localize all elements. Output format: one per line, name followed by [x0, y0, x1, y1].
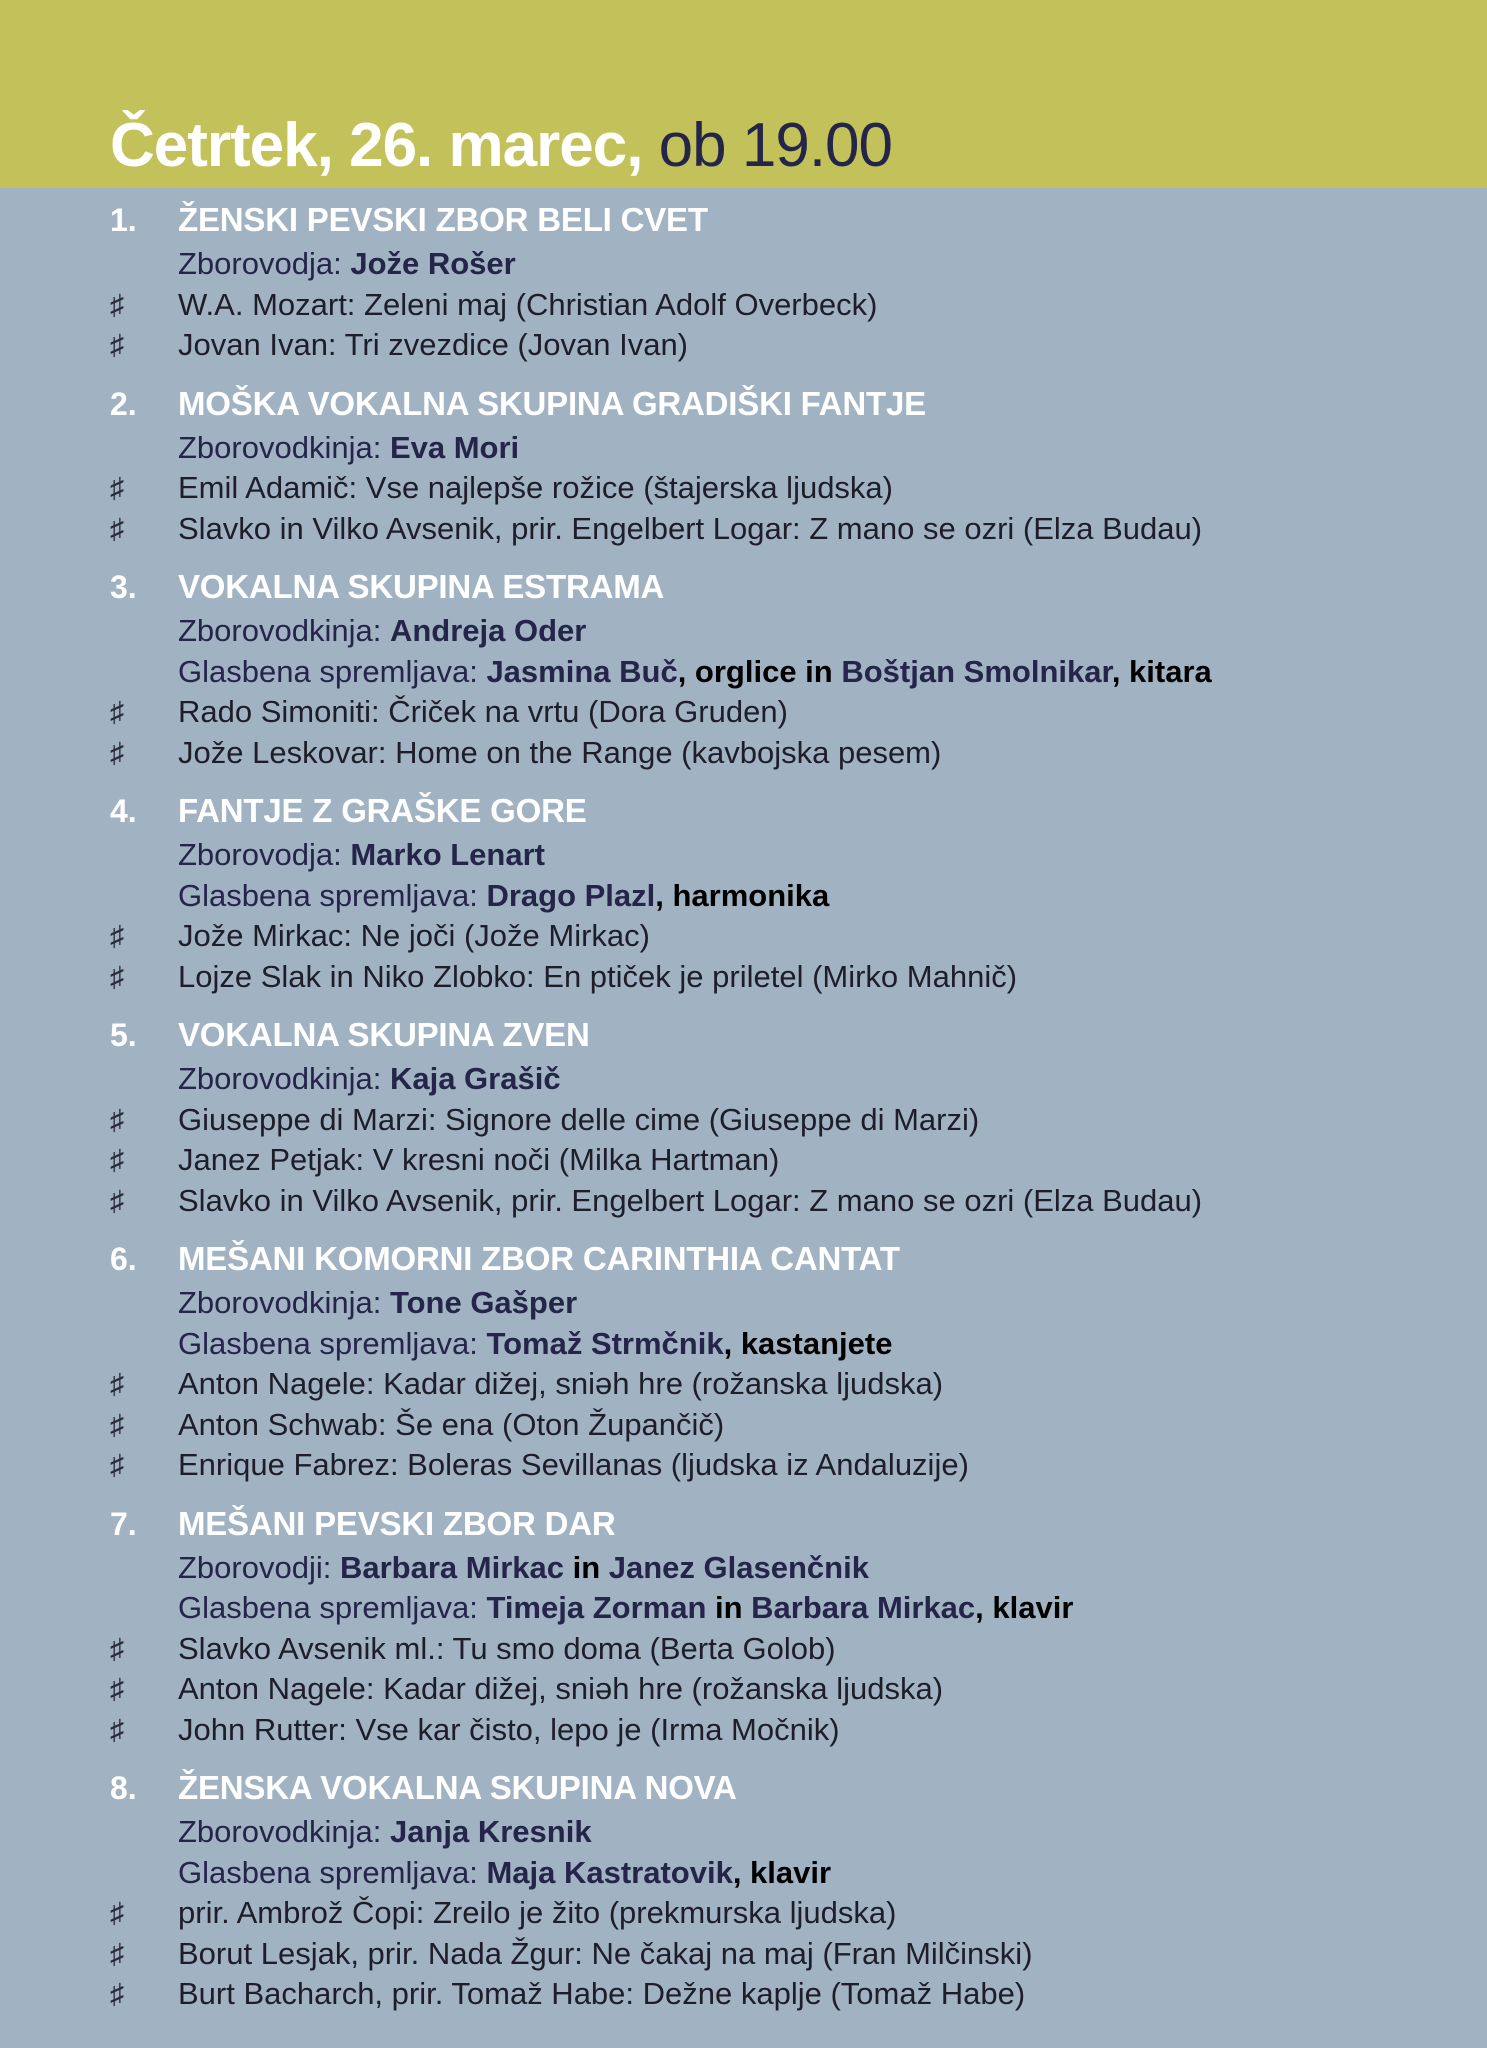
song-item: [0, 692, 1487, 733]
connector-text: , kitara: [1111, 653, 1212, 689]
person-name: Marko Lenart: [350, 837, 545, 872]
page-title: [110, 108, 892, 184]
song-title: Burt Bacharch, prir. Tomaž Habe: Dežne kaplje (Tomaž Habe): [178, 1976, 1026, 2011]
song-item: [0, 1445, 1487, 1486]
conductor-line: [0, 611, 1487, 652]
choir-name: VOKALNA SKUPINA ESTRAMA: [178, 568, 665, 605]
conductor-line: [0, 1548, 1487, 1589]
song-title: Anton Schwab: Še ena (Oton Župančič): [178, 1406, 725, 1442]
role-label: Zborovodkinja:: [178, 1061, 390, 1096]
sharp-icon: ♯: [110, 1449, 124, 1480]
connector-text: , orglice in: [677, 653, 842, 689]
role-label: Zborovodkinja:: [178, 1814, 390, 1849]
choir-name: ŽENSKA VOKALNA SKUPINA NOVA: [178, 1769, 737, 1806]
sharp-icon: ♯: [110, 1144, 124, 1175]
program-item-number: 8.: [110, 1770, 137, 1806]
role-label: Glasbena spremljava:: [178, 877, 487, 913]
choir-name: MEŠANI PEVSKI ZBOR DAR: [178, 1504, 616, 1542]
program-item-header: [0, 380, 1487, 428]
song-title: John Rutter: Vse kar čisto, lepo je (Irma Močnik): [178, 1711, 840, 1747]
sharp-icon: ♯: [110, 1978, 124, 2009]
accompaniment-line: [0, 652, 1487, 693]
choir-name: MEŠANI KOMORNI ZBOR CARINTHIA CANTAT: [178, 1240, 900, 1277]
sharp-icon: ♯: [110, 1368, 124, 1399]
role-label: Zborovodji:: [178, 1549, 340, 1585]
song-item: [0, 1405, 1487, 1446]
connector-text: , harmonika: [655, 877, 830, 913]
conductor-line: [0, 428, 1487, 469]
program-item-header: [0, 563, 1487, 611]
choir-name: MOŠKA VOKALNA SKUPINA GRADIŠKI FANTJE: [178, 384, 926, 422]
person-name: Eva Mori: [389, 429, 520, 465]
sharp-icon: ♯: [110, 920, 124, 951]
program-item-number: 6.: [110, 1241, 137, 1277]
sharp-icon: ♯: [110, 736, 124, 768]
connector-text: , klavir: [975, 1590, 1074, 1625]
program-item: [0, 1764, 1487, 2015]
song-title: Slavko Avsenik ml.: Tu smo doma (Berta Golob): [178, 1630, 836, 1666]
role-label: Zborovodja:: [178, 246, 351, 281]
sharp-icon: ♯: [110, 1184, 124, 1216]
accompaniment-line: [0, 1324, 1487, 1365]
program-item-number: 5.: [110, 1017, 137, 1053]
connector-text: in: [563, 1549, 609, 1585]
program-item: [0, 787, 1487, 997]
sharp-icon: ♯: [110, 512, 124, 544]
song-item: [0, 957, 1487, 998]
song-item: [0, 509, 1487, 550]
program-item-header: [0, 1235, 1487, 1283]
song-title: Borut Lesjak, prir. Nada Žgur: Ne čakaj na maj (Fran Milčinski): [178, 1935, 1033, 1971]
song-item: [0, 285, 1487, 326]
program-item-number: 7.: [110, 1505, 137, 1542]
title-date: Četrtek, 26. marec,: [110, 111, 643, 180]
song-item: [0, 733, 1487, 774]
person-name: Barbara Mirkac: [751, 1590, 976, 1625]
role-label: Zborovodja:: [178, 837, 351, 872]
program-item-number: 1.: [110, 202, 137, 238]
song-title: Anton Nagele: Kadar dižej, sniǝh hre (rožanska ljudska): [178, 1671, 944, 1706]
song-title: Slavko in Vilko Avsenik, prir. Engelbert Logar: Z mano se ozri (Elza Budau): [178, 510, 1203, 546]
sharp-icon: ♯: [110, 329, 124, 360]
song-title: Jože Mirkac: Ne joči (Jože Mirkac): [178, 918, 650, 953]
conductor-line: [0, 835, 1487, 876]
connector-text: , klavir: [732, 1854, 832, 1890]
role-label: Zborovodkinja:: [178, 1285, 390, 1320]
accompaniment-line: [0, 876, 1487, 917]
song-item: [0, 916, 1487, 957]
accompaniment-line: [0, 1588, 1487, 1629]
song-item: [0, 1140, 1487, 1181]
program-item: [0, 380, 1487, 550]
song-title: Rado Simoniti: Čriček na vrtu (Dora Gruden): [178, 694, 788, 729]
program-item: [0, 1011, 1487, 1221]
sharp-icon: ♯: [110, 1897, 124, 1928]
person-name: Jože Rošer: [350, 246, 516, 281]
song-title: Jože Leskovar: Home on the Range (kavbojska pesem): [178, 734, 942, 770]
person-name: Andreja Oder: [389, 613, 587, 648]
sharp-icon: ♯: [110, 1673, 124, 1704]
song-item: [0, 1629, 1487, 1670]
person-name: Kaja Grašič: [389, 1061, 561, 1096]
song-item: [0, 1710, 1487, 1751]
program-item: [0, 563, 1487, 773]
person-name: Maja Kastratovik: [486, 1854, 733, 1890]
song-title: Enrique Fabrez: Boleras Sevillanas (ljudska iz Andaluzije): [178, 1447, 969, 1482]
role-label: Glasbena spremljava:: [178, 1325, 487, 1361]
person-name: Barbara Mirkac: [339, 1549, 564, 1585]
program-item-header: [0, 787, 1487, 835]
conductor-line: [0, 1283, 1487, 1324]
choir-name: VOKALNA SKUPINA ZVEN: [178, 1016, 590, 1053]
song-item: [0, 1100, 1487, 1141]
song-item: [0, 1669, 1487, 1710]
person-name: Timeja Zorman: [486, 1590, 707, 1625]
song-title: Anton Nagele: Kadar dižej, sniǝh hre (rožanska ljudska): [178, 1366, 944, 1401]
accompaniment-line: [0, 1853, 1487, 1894]
sharp-icon: ♯: [110, 1103, 124, 1135]
sharp-icon: ♯: [110, 1713, 124, 1745]
choir-name: ŽENSKI PEVSKI ZBOR BELI CVET: [178, 201, 708, 238]
program-item: [0, 1500, 1487, 1751]
conductor-line: [0, 1059, 1487, 1100]
sharp-icon: ♯: [110, 1632, 124, 1664]
connector-text: , kastanjete: [723, 1325, 893, 1361]
song-item: [0, 1181, 1487, 1222]
person-name: Drago Plazl: [486, 877, 656, 913]
song-item: [0, 1893, 1487, 1934]
role-label: Zborovodkinja:: [178, 429, 390, 465]
program-item-header: [0, 1011, 1487, 1059]
choir-name: FANTJE Z GRAŠKE GORE: [178, 792, 587, 829]
program-item: [0, 196, 1487, 366]
role-label: Glasbena spremljava:: [178, 1854, 487, 1890]
program-list: [0, 196, 1487, 2029]
song-item: [0, 468, 1487, 509]
song-item: [0, 1364, 1487, 1405]
program-item-header: [0, 196, 1487, 244]
song-item: [0, 1934, 1487, 1975]
person-name: Tomaž Strmčnik: [486, 1325, 724, 1361]
song-title: Lojze Slak in Niko Zlobko: En ptiček je priletel (Mirko Mahnič): [178, 958, 1018, 994]
person-name: Jasmina Buč: [486, 653, 678, 689]
role-label: Glasbena spremljava:: [178, 1590, 487, 1625]
program-item: [0, 1235, 1487, 1486]
conductor-line: [0, 1812, 1487, 1853]
program-item-number: 2.: [110, 385, 137, 422]
person-name: Janez Glasenčnik: [608, 1549, 869, 1585]
sharp-icon: ♯: [110, 1408, 124, 1440]
person-name: Tone Gašper: [389, 1285, 578, 1320]
program-item-number: 3.: [110, 569, 137, 605]
song-title: prir. Ambrož Čopi: Zreilo je žito (prekmurska ljudska): [178, 1895, 897, 1930]
sharp-icon: ♯: [110, 472, 124, 503]
sharp-icon: ♯: [110, 960, 124, 992]
song-title: W.A. Mozart: Zeleni maj (Christian Adolf Overbeck): [178, 286, 878, 322]
song-title: Slavko in Vilko Avsenik, prir. Engelbert Logar: Z mano se ozri (Elza Budau): [178, 1182, 1203, 1218]
connector-text: in: [706, 1590, 752, 1625]
role-label: Zborovodkinja:: [178, 613, 390, 648]
conductor-line: [0, 244, 1487, 285]
song-title: Giuseppe di Marzi: Signore delle cime (Giuseppe di Marzi): [178, 1101, 980, 1137]
role-label: Glasbena spremljava:: [178, 653, 487, 689]
song-title: Janez Petjak: V kresni noči (Milka Hartman): [178, 1142, 780, 1177]
sharp-icon: ♯: [110, 1937, 124, 1969]
song-title: Jovan Ivan: Tri zvezdice (Jovan Ivan): [178, 327, 689, 362]
person-name: Boštjan Smolnikar: [841, 653, 1112, 689]
song-title: Emil Adamič: Vse najlepše rožice (štajerska ljudska): [178, 470, 893, 505]
song-item: [0, 1974, 1487, 2015]
sharp-icon: ♯: [110, 696, 124, 727]
program-item-header: [0, 1764, 1487, 1812]
program-item-header: [0, 1500, 1487, 1548]
program-item-number: 4.: [110, 793, 137, 829]
song-item: [0, 325, 1487, 366]
title-time: ob 19.00: [658, 111, 893, 180]
person-name: Janja Kresnik: [389, 1814, 592, 1849]
sharp-icon: ♯: [110, 288, 124, 320]
